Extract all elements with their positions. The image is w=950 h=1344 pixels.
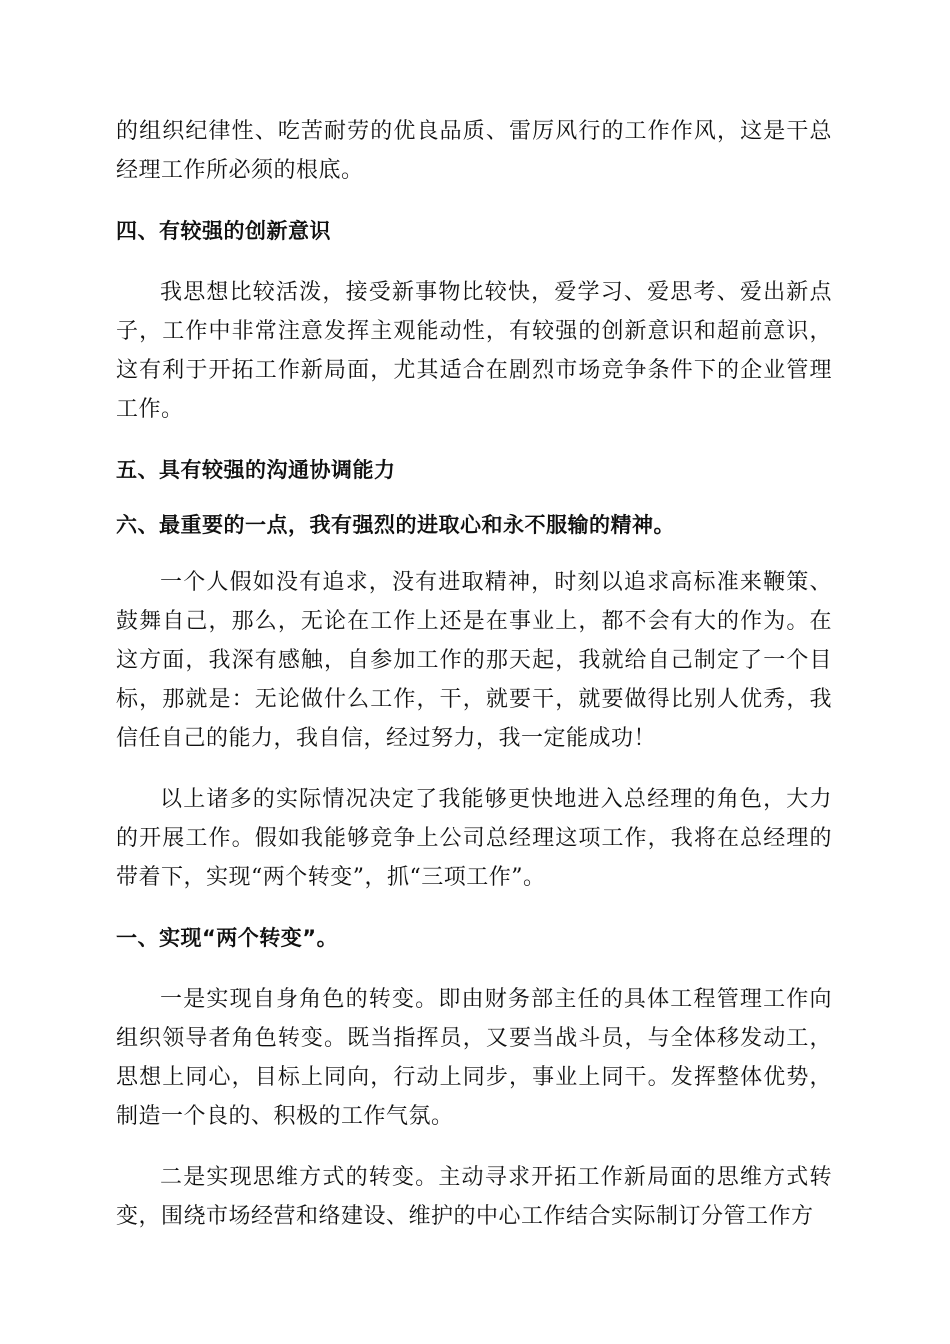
paragraph-ambition: 一个人假如没有追求，没有进取精神，时刻以追求高标准来鞭策、鼓舞自己，那么，无论在工作上还是在事业上，都不会有大的作为。在这方面，我深有感触，自参加工作的那天起，我就给自己制定了一个目标，那就是：无论做什么工作，干，就要干，就要做得比别人优秀，我信任自己的能力，我自信，经过努力，我一定能成功！	[116, 570, 832, 751]
heading-innovation: 四、有较强的创新意识	[116, 219, 331, 243]
paragraph-continuation: 的组织纪律性、吃苦耐劳的优良品质、雷厉风行的工作作风，这是干总经理工作所必须的根底。	[116, 119, 832, 183]
heading-communication: 五、具有较强的沟通协调能力	[116, 458, 396, 482]
heading-two-changes: 一、实现“两个转变”。	[116, 926, 339, 950]
document-body	[116, 112, 832, 1236]
paragraph-summary: 以上诸多的实际情况决定了我能够更快地进入总经理的角色，大力的开展工作。假如我能够竞争上公司总经理这项工作，我将在总经理的带着下，实现“两个转变”，抓“三项工作”。	[116, 787, 832, 890]
paragraph-thinking-change: 二是实现思维方式的转变。主动寻求开拓工作新局面的思维方式转变，围绕市场经营和络建设、维护的中心工作结合实际制订分管工作方	[116, 1165, 832, 1229]
paragraph-role-change: 一是实现自身角色的转变。即由财务部主任的具体工程管理工作向组织领导者角色转变。既当指挥员，又要当战斗员，与全体移发动工，思想上同心，目标上同向，行动上同步，事业上同干。发挥整体优势，制造一个良的、积极的工作气氛。	[116, 987, 832, 1129]
heading-ambition: 六、最重要的一点，我有强烈的进取心和永不服输的精神。	[116, 513, 675, 537]
paragraph-innovation: 我思想比较活泼，接受新事物比较快，爱学习、爱思考、爱出新点子，工作中非常注意发挥主观能动性，有较强的创新意识和超前意识，这有利于开拓工作新局面，尤其适合在剧烈市场竞争条件下的企业管理工作。	[116, 280, 832, 422]
